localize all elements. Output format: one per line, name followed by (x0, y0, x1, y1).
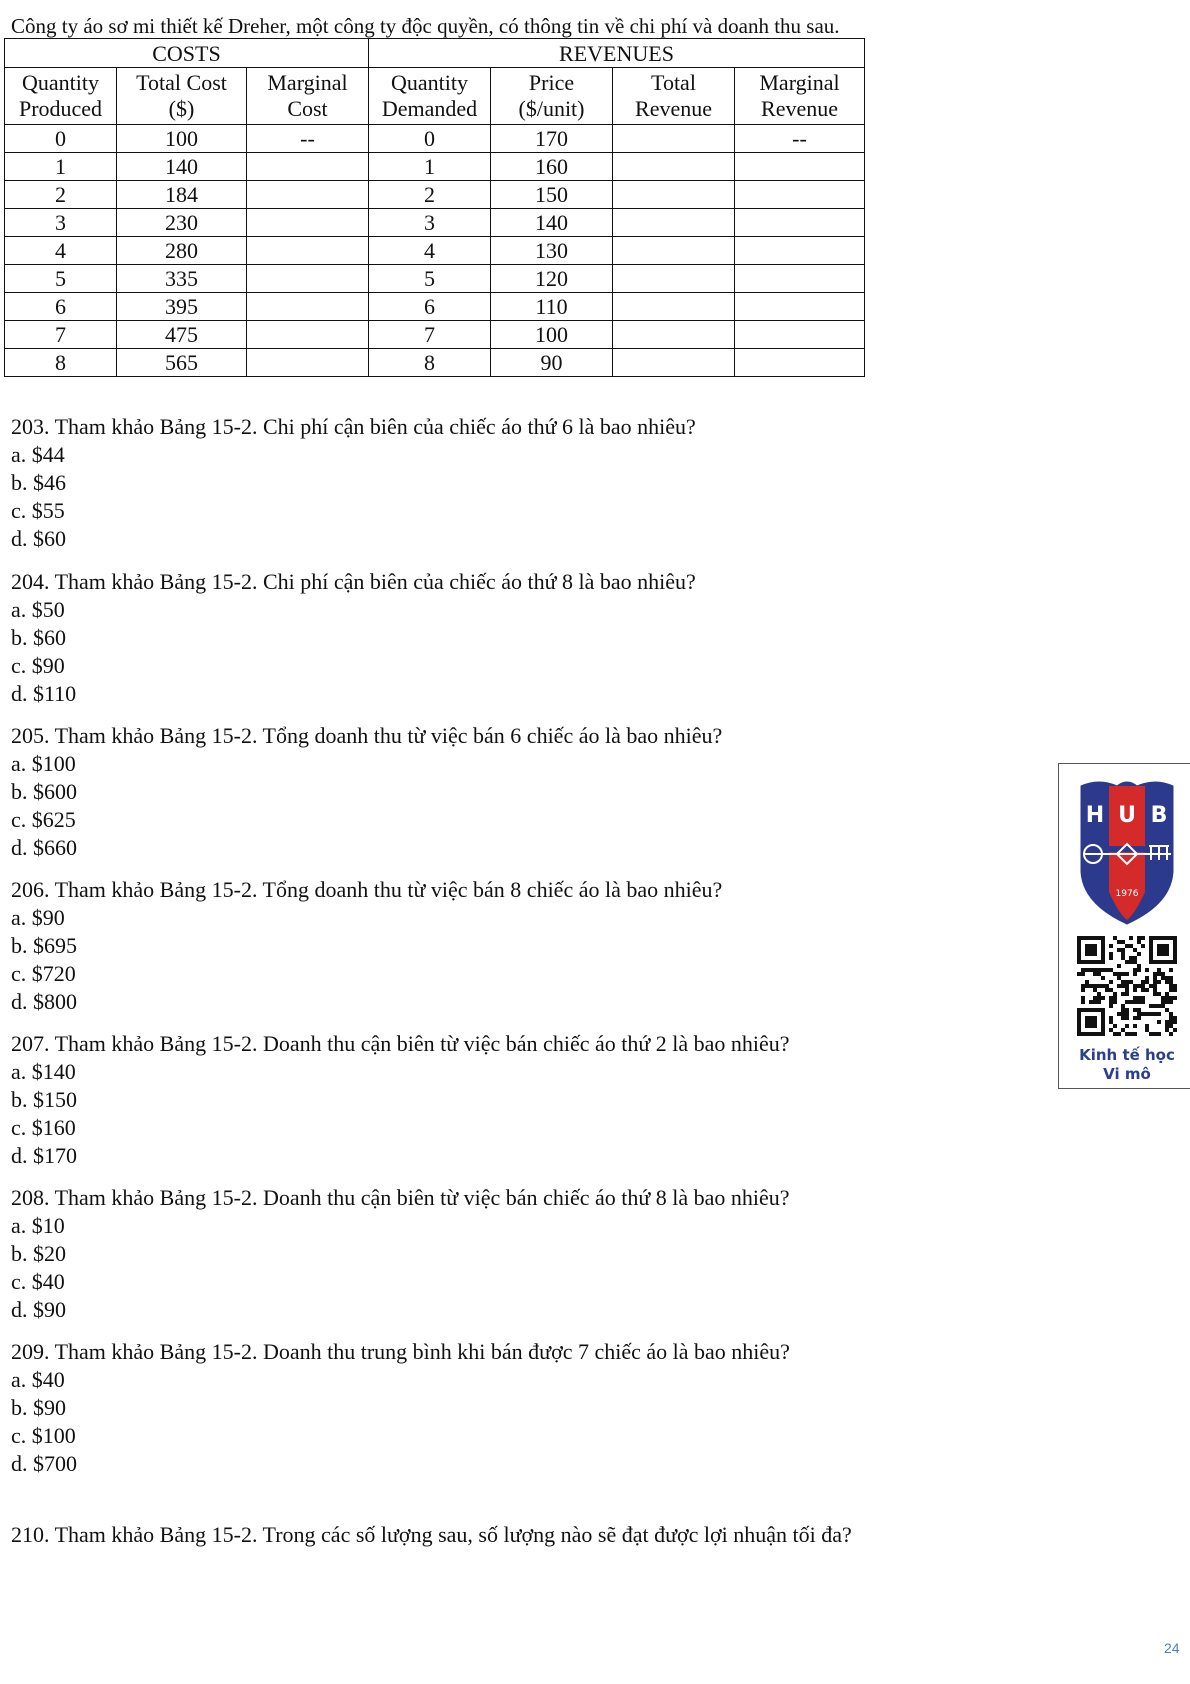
answer-option: b. $90 (11, 1395, 66, 1420)
table-cell: 1 (5, 153, 117, 181)
table-cell: 335 (117, 265, 247, 293)
answer-option: c. $40 (11, 1269, 65, 1294)
answer-option: d. $660 (11, 835, 77, 860)
qr-code-icon (1077, 936, 1177, 1036)
table-row (5, 293, 865, 321)
column-header-line: Marginal (267, 70, 348, 95)
question-text: 204. Tham khảo Bảng 15-2. Chi phí cận biên của chiếc áo thứ 8 là bao nhiêu? (11, 569, 696, 594)
table-cell (613, 209, 735, 237)
table-cell (613, 237, 735, 265)
table-cell: 475 (117, 321, 247, 349)
answer-option: b. $600 (11, 779, 77, 804)
column-header-line: ($) (168, 96, 195, 121)
table-row (5, 237, 865, 265)
question-text: 208. Tham khảo Bảng 15-2. Doanh thu cận biên từ việc bán chiếc áo thứ 8 là bao nhiêu? (11, 1185, 790, 1210)
table-cell: 280 (117, 237, 247, 265)
table-cell: 230 (117, 209, 247, 237)
group-revenues: REVENUES (369, 39, 865, 68)
answer-option: d. $170 (11, 1143, 77, 1168)
table-cell: 4 (369, 237, 491, 265)
question-block (11, 876, 722, 1016)
table-cell: 6 (369, 293, 491, 321)
column-header (117, 68, 247, 125)
cost-revenue-table (4, 38, 865, 377)
table-cell: 3 (5, 209, 117, 237)
question-block (11, 413, 696, 553)
column-header-line: Revenue (635, 96, 712, 121)
column-header (735, 68, 865, 125)
column-header-line: Cost (287, 96, 328, 121)
answer-option: b. $46 (11, 470, 66, 495)
answer-option: c. $55 (11, 498, 65, 523)
table-cell (247, 209, 369, 237)
column-header-line: Price (528, 70, 575, 95)
table-cell: 3 (369, 209, 491, 237)
answer-option: a. $40 (11, 1367, 65, 1392)
table-cell: 0 (5, 125, 117, 153)
table-cell (735, 349, 865, 377)
table-cell (247, 349, 369, 377)
question-text: 205. Tham khảo Bảng 15-2. Tổng doanh thu từ việc bán 6 chiếc áo là bao nhiêu? (11, 723, 723, 748)
answer-option: a. $44 (11, 442, 65, 467)
answer-option: d. $700 (11, 1451, 77, 1476)
question-text: 209. Tham khảo Bảng 15-2. Doanh thu trung bình khi bán được 7 chiếc áo là bao nhiêu? (11, 1339, 790, 1364)
question-text: 206. Tham khảo Bảng 15-2. Tổng doanh thu từ việc bán 8 chiếc áo là bao nhiêu? (11, 877, 723, 902)
answer-option: b. $150 (11, 1087, 77, 1112)
table-cell (247, 321, 369, 349)
question-block (11, 1184, 790, 1324)
table-cell: 8 (5, 349, 117, 377)
table-cell: 140 (491, 209, 613, 237)
question-block (11, 1338, 790, 1478)
column-header-line: Revenue (761, 96, 838, 121)
table-row (5, 321, 865, 349)
answer-option: c. $100 (11, 1423, 76, 1448)
table-cell: 130 (491, 237, 613, 265)
column-header-line: Quantity (22, 70, 99, 95)
question-text: 210. Tham khảo Bảng 15-2. Trong các số lượng sau, số lượng nào sẽ đạt được lợi nhuận tối đa? (11, 1522, 852, 1547)
table-row (5, 265, 865, 293)
table-cell (735, 209, 865, 237)
answer-option: a. $10 (11, 1213, 65, 1238)
answer-option: b. $695 (11, 933, 77, 958)
answer-option: a. $140 (11, 1059, 76, 1084)
table-header-row (5, 68, 865, 125)
table-cell (613, 265, 735, 293)
answer-option: c. $625 (11, 807, 76, 832)
table-cell (735, 321, 865, 349)
table-cell: 8 (369, 349, 491, 377)
question-text: 203. Tham khảo Bảng 15-2. Chi phí cận biên của chiếc áo thứ 6 là bao nhiêu? (11, 414, 696, 439)
table-cell: 6 (5, 293, 117, 321)
table-cell: 184 (117, 181, 247, 209)
table-row (5, 209, 865, 237)
table-cell (613, 153, 735, 181)
table-cell (247, 265, 369, 293)
table-cell: 100 (491, 321, 613, 349)
table-row (5, 125, 865, 153)
column-header-line: Quantity (391, 70, 468, 95)
table-cell (735, 265, 865, 293)
table-cell: 170 (491, 125, 613, 153)
table-cell (613, 293, 735, 321)
table-cell: 7 (369, 321, 491, 349)
column-header-line: Total (651, 70, 696, 95)
question-block (11, 722, 722, 862)
column-header (369, 68, 491, 125)
logo-letter-u: U (1118, 803, 1136, 828)
column-header (491, 68, 613, 125)
column-header-line: Demanded (381, 96, 478, 121)
table-cell: 1 (369, 153, 491, 181)
column-header (5, 68, 117, 125)
logo-year: 1976 (1115, 889, 1139, 899)
column-header (247, 68, 369, 125)
table-cell (613, 181, 735, 209)
table-cell (735, 153, 865, 181)
page-number: 24 (1164, 1640, 1180, 1656)
column-header-line: ($/unit) (518, 96, 585, 121)
table-cell: 0 (369, 125, 491, 153)
column-header-line: Produced (18, 96, 103, 121)
table-cell: 565 (117, 349, 247, 377)
answer-option: d. $800 (11, 989, 77, 1014)
answer-option: c. $160 (11, 1115, 76, 1140)
answer-option: b. $60 (11, 625, 66, 650)
answer-option: b. $20 (11, 1241, 66, 1266)
table-row (5, 349, 865, 377)
table-cell: 4 (5, 237, 117, 265)
hub-badge (1058, 763, 1190, 1089)
table-cell: 150 (491, 181, 613, 209)
answer-option: c. $90 (11, 653, 65, 678)
answer-option: a. $100 (11, 751, 76, 776)
table-cell: 140 (117, 153, 247, 181)
table-cell: 160 (491, 153, 613, 181)
table-cell: 2 (5, 181, 117, 209)
table-cell (735, 181, 865, 209)
table-cell (735, 237, 865, 265)
table-cell: -- (247, 125, 369, 153)
badge-caption-line1: Kinh tế học (1079, 1046, 1175, 1064)
question-block (11, 568, 696, 708)
table-cell (247, 181, 369, 209)
table-cell: 395 (117, 293, 247, 321)
answer-option: d. $110 (11, 681, 77, 706)
table-row (5, 181, 865, 209)
table-cell: 90 (491, 349, 613, 377)
table-cell (613, 349, 735, 377)
badge-caption-line2: Vi mô (1103, 1065, 1151, 1083)
hub-shield-logo (1059, 772, 1190, 932)
answer-option: c. $720 (11, 961, 76, 986)
table-cell (613, 321, 735, 349)
table-cell (613, 125, 735, 153)
table-cell (247, 153, 369, 181)
group-costs: COSTS (5, 39, 369, 68)
table-row (5, 153, 865, 181)
logo-letter-h: H (1085, 803, 1105, 828)
table-cell: 100 (117, 125, 247, 153)
table-cell: -- (735, 125, 865, 153)
question-block (11, 1521, 852, 1549)
answer-option: a. $50 (11, 597, 65, 622)
table-cell: 2 (369, 181, 491, 209)
table-cell: 5 (5, 265, 117, 293)
table-cell: 110 (491, 293, 613, 321)
question-text: 207. Tham khảo Bảng 15-2. Doanh thu cận biên từ việc bán chiếc áo thứ 2 là bao nhiêu? (11, 1031, 790, 1056)
table-cell (247, 293, 369, 321)
table-cell (735, 293, 865, 321)
column-header-line: Marginal (759, 70, 840, 95)
table-cell (247, 237, 369, 265)
logo-letter-b: B (1150, 803, 1168, 828)
table-cell: 120 (491, 265, 613, 293)
column-header (613, 68, 735, 125)
intro-text: Công ty áo sơ mi thiết kế Dreher, một công ty độc quyền, có thông tin về chi phí và doanh thu sau. (11, 14, 840, 38)
table-cell: 7 (5, 321, 117, 349)
column-header-line: Total Cost (136, 70, 227, 95)
answer-option: d. $90 (11, 1297, 66, 1322)
table-cell: 5 (369, 265, 491, 293)
question-block (11, 1030, 790, 1170)
answer-option: a. $90 (11, 905, 65, 930)
answer-option: d. $60 (11, 526, 66, 551)
